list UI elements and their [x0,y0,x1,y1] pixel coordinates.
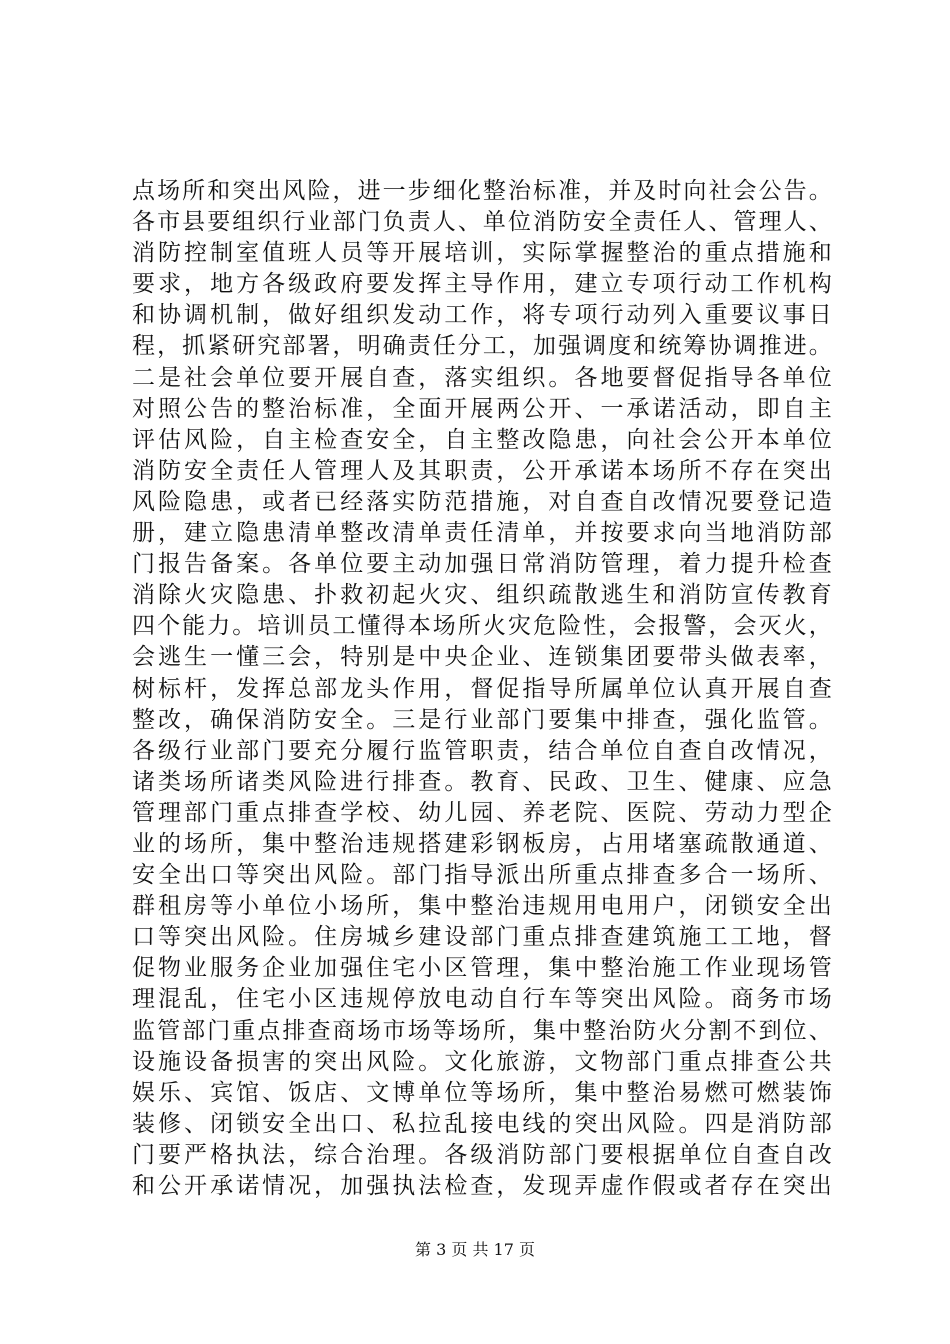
text-line: 整改，确保消防安全。三是行业部门要集中排查，强化监管。 [132,706,832,733]
text-line: 评估风险，自主检查安全，自主整改隐患，向社会公开本单位 [132,426,832,453]
text-line: 树标杆，发挥总部龙头作用，督促指导所属单位认真开展自查 [132,675,832,702]
text-line: 风险隐患，或者已经落实防范措施，对自查自改情况要登记造 [132,488,832,515]
text-line: 群租房等小单位小场所，集中整治违规用电用户，闭锁安全出 [132,893,832,920]
text-line: 监管部门重点排查商场市场等场所，集中整治防火分割不到位、 [132,1017,832,1044]
text-line: 和公开承诺情况，加强执法检查，发现弄虚作假或者存在突出 [132,1173,832,1199]
text-line: 理混乱，住宅小区违规停放电动自行车等突出风险。商务市场 [132,986,832,1013]
text-line: 设施设备损害的突出风险。文化旅游，文物部门重点排查公共 [132,1048,832,1075]
text-line: 业的场所，集中整治违规搭建彩钢板房，占用堵塞疏散通道、 [132,830,832,857]
text-line: 点场所和突出风险，进一步细化整治标准，并及时向社会公告。 [132,178,832,204]
text-line: 各市县要组织行业部门负责人、单位消防安全责任人、管理人、 [132,209,832,236]
text-line: 安全出口等突出风险。部门指导派出所重点排查多合一场所、 [132,862,832,889]
text-line: 消防安全责任人管理人及其职责，公开承诺本场所不存在突出 [132,457,832,484]
page-footer: 第 3 页 共 17 页 [415,1240,535,1259]
text-line: 门要严格执法，综合治理。各级消防部门要根据单位自查自改 [132,1141,832,1168]
text-line: 门报告备案。各单位要主动加强日常消防管理，着力提升检查 [132,551,832,578]
text-line: 管理部门重点排查学校、幼儿园、养老院、医院、劳动力型企 [132,799,832,826]
text-line: 四个能力。培训员工懂得本场所火灾危险性，会报警，会灭火， [132,613,832,640]
text-line: 消防控制室值班人员等开展培训，实际掌握整治的重点措施和 [132,240,832,267]
text-line: 娱乐、宾馆、饭店、文博单位等场所，集中整治易燃可燃装饰 [132,1079,832,1106]
text-line: 和协调机制，做好组织发动工作，将专项行动列入重要议事日 [132,302,832,329]
text-line: 诸类场所诸类风险进行排查。教育、民政、卫生、健康、应急 [132,768,832,795]
text-line: 程，抓紧研究部署，明确责任分工，加强调度和统筹协调推进。 [132,333,832,360]
text-line: 会逃生一懂三会，特别是中央企业、连锁集团要带头做表率， [132,644,832,671]
text-line: 消除火灾隐患、扑救初起火灾、组织疏散逃生和消防宣传教育 [132,582,832,609]
body-text [132,176,832,1202]
text-line: 促物业服务企业加强住宅小区管理，集中整治施工作业现场管 [132,955,832,982]
text-line: 各级行业部门要充分履行监管职责，结合单位自查自改情况， [132,737,832,764]
text-line: 装修、闭锁安全出口、私拉乱接电线的突出风险。四是消防部 [132,1110,832,1137]
text-line: 二是社会单位要开展自查，落实组织。各地要督促指导各单位 [132,364,832,391]
text-line: 口等突出风险。住房城乡建设部门重点排查建筑施工工地，督 [132,924,832,951]
text-line: 册，建立隐患清单整改清单责任清单，并按要求向当地消防部 [132,520,832,547]
text-line: 要求，地方各级政府要发挥主导作用，建立专项行动工作机构 [132,271,832,298]
text-line: 对照公告的整治标准，全面开展两公开、一承诺活动，即自主 [132,395,832,422]
